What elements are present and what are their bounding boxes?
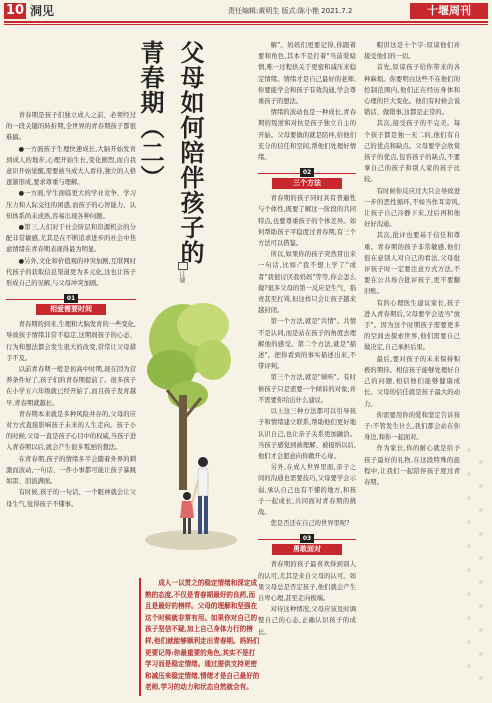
column-3 [258,40,356,698]
section-heading-text: 三个方法 [293,179,321,188]
body-paragraph: 对待这种情况,父母应该及时调整自己的心态,正确认识孩子的成长。 [258,606,356,636]
body-paragraph: 情绪的波动也是一种成长,青春期的叛逆和对抗是孩子独立自主的开始。父母要做的就是陪伴,给他们充分的信任和空间,帮他们处理好情绪。 [258,109,356,162]
body-paragraph: 以前青春期一般是初高中时期,现在因为营养条件好了,孩子们的青春期提前了。很多孩子在小学五六年级就已经开始了,而且孩子发育越早,青春期就越长。 [6,366,136,407]
body-paragraph: 其次,批评也要基于信任和尊重。青春期的孩子非常敏感,他们很在意别人对自己的看法,父母批评孩子时一定要注意方式方法,不要在公共场合批评孩子,更不要翻旧账。 [364,232,460,296]
body-paragraph: 解"。妈妈们更要记得,你跟着要和角色,其本不是打着"当前爱暗情,唯一过程供关于更密和减压来稳定情绪。情绪才是自己最好的老师,你要能学会和孩子有效沟通,学会尊重孩子的想法。 [258,42,356,106]
body-paragraph: 第三个方法,就是"倾听"。有时候孩子只是需要一个倾诉的对象,并不需要你给出什么建议。 [258,374,356,404]
pull-quote-text: 成人一以贯之的稳定情绪和深定成熟的态度,不仅是青春期最好的良药,而且是最好的榜样。父母的理解和坚强在这个时候就非常有用。如果你对自己的孩子坚信不疑,加上自己身体力行的榜样,他们就能够顺利走出青春期。妈妈们更要记得:你最重要的角色,其实不是打学习而是稳定情绪。通过提供支持更密和减压来稳定情绪,情绪才是自己最好的老师,学习的动力和状态自然就会有。 [145,579,260,692]
author-mark-icon [178,262,188,270]
body-paragraph: 青春期本来就是多种风险并存的,父母的应对方式直接影响孩子未来的人生走向。孩子小的时候,父母一直是孩子心目中的权威,当孩子进入青春期以后,就会产生很多叛逆的想法。 [6,410,136,452]
article-author: 江婕 [178,270,186,283]
intro-text [6,110,136,289]
column-4 [364,40,460,698]
intro-paragraph: ●第三,人们对于社会阶层和资源机会的分配非常敏感,尤其是在不断追求进步的社会中焦虑情绪在青春期表现得最为明显。 [6,224,136,254]
body-paragraph: 作为家长,你的耐心就是给予孩子最好的礼物,在这段特殊的旅程中,让我们一起陪伴孩子度过青春期。 [364,445,460,486]
intro-paragraph: 青春期是孩子们独立成人之前、必须经过的一段关键的转折期,全世界的青春期孩子都很难搞。 [6,112,136,142]
body-paragraph: 另外,在成人世界里面,亲子之间的沟通也需要技巧,父母要学会示弱,承认自己也有不懂的地方,和孩子一起成长,共同面对青春期的挑战。 [258,464,356,516]
body-paragraph: 第一个方法,就是"共情"。共情不是认同,而是站在孩子的角度去理解他的感受。第二个方法,就是"描述"。把你看到的事实描述出来,不带评判。 [258,318,356,371]
body-paragraph: 以上这三种方法都可以引导孩子和情绪建立联系,帮助他们更好地认识自己,也让亲子关系更加融洽。当孩子感觉到被理解、被接纳以后,他们才会愿意向你敞开心扉。 [258,408,356,460]
dot-pattern-icon [462,440,490,690]
body-paragraph: 青春期的孩子最喜欢得到别人的认可,尤其是来自父母的认可。如果父母总是否定孩子,他们就会产生自卑心理,甚至走向极端。 [258,561,356,602]
header-rule [4,21,488,23]
section-name: 洞见 [30,4,55,18]
intro-paragraph: ●一方面孩子生理快速成长,大脑开始发育到成人的地步,心理开始生长,变化剧烈,而自我意识开始觉醒,需要被当成大人看待,独立的人格逐渐形成,要求尊重与理解。 [6,145,136,187]
section-number: 03 [300,534,314,543]
body-paragraph: 所以,如果你的孩子突然冒出来一句话,比如:"我不想上学了"或者"我很讨厌我妈妈"等等,你会怎么做?很多父母的第一反应是生气、指责甚至打骂,但这样只会让孩子越来越封闭。 [258,251,356,315]
pull-quote-bar [139,578,141,696]
body-paragraph: 其次,接受孩子的不完美。每个孩子都是独一无二的,他们有自己的优点和缺点。父母要学会欣赏孩子的优点,包容孩子的缺点,不要拿自己的孩子和别人家的孩子比较。 [364,120,460,184]
body-paragraph: 在青春期,孩子的情绪多半会随着外界的刺激而波动,一句话、一件小事都可能让孩子暴跳如雷、泪流满面。 [6,455,136,486]
section-heading-text: 勇敢面对 [293,545,321,554]
body-paragraph: 青春期的孩子同时具有普遍性与个体性,既要了解这一阶段的共同特点,也要尊重孩子的个体差异。如何帮助孩子平稳度过青春期,有三个方法可以借鉴。 [258,195,356,248]
section-heading-02 [272,169,342,189]
body-paragraph: 有时候你反应过大只会导致进一步的恶性循环,不如当作耳旁风,让孩子自己冷静下来,过后再和他好好沟通。 [364,187,460,229]
page-header [0,0,492,22]
editor-meta: 责任编辑:黄明生 版式:陈小艳 2021.7.2 [228,7,353,15]
newspaper-brand: 十堰周刊 [410,3,488,19]
parent-child-illustration [143,300,238,575]
section-number: 02 [300,168,314,177]
body-paragraph: 青春期的到来,生理和大脑发育的一些变化,导致孩子情绪非常不稳定,这期间孩子的心态、行为和想法都会发生很大的改变,常常让父母措手不及。 [6,321,136,362]
body-paragraph: 有时候,孩子的一句话、一个眼神就会让父母生气,觉得孩子不懂事。 [6,489,136,508]
section-number: 01 [64,294,78,303]
section-heading-01 [36,295,106,315]
page-number: 10 [5,3,25,18]
intro-paragraph: ●另外,文化和价值观的冲突加剧,互联网时代孩子的获取信息渠道更为多元化,这也让孩子形成自己的见解,与父母冲突加剧。 [6,257,136,288]
intro-paragraph: ●一方面,学生面临更大的学业竞争、学习压力和人际交往的困惑,而孩子的心智能力、认知体系尚未成熟,容易出现各种问题。 [6,190,136,220]
body-paragraph: 你需要用你的爱和坚定告诉孩子:不管发生什么,我们都会站在你身边,和你一起面对。 [364,411,460,442]
section-heading-text: 相爱需要时间 [50,305,92,314]
header-rule-thin [4,24,488,25]
body-paragraph: 首先,原谅孩子给你带来的各种麻烦。你要明白这些不在他们的控制范围内,他们正在经历身体和心理的巨大变化。他们有时候会说错话、做错事,这都是正常的。 [364,64,460,117]
body-paragraph: 您是否还在自己的世界里呢? [270,520,350,528]
decorative-pattern [462,440,490,690]
column-1 [6,110,136,698]
pull-quote [145,578,260,696]
body-paragraph: 帽讲这是十个字:原谅他们并接受他们的一切。 [364,42,460,61]
section-heading-03 [272,535,342,555]
body-paragraph: 最后,要对孩子的未来保持积极的期待。相信孩子能够处理好自己的问题,相信他们能够健康成长。父母的信任就是孩子最大的动力。 [364,355,460,408]
parent-child-walking-icon [143,300,238,575]
article-title: 父母如何陪伴孩子的青春期（二） [136,40,205,265]
body-paragraph: 有的心理医生建议家长,孩子进入青春期后,父母要学会适当"放手"。因为这个时期孩子需要更多的空间去探索世界,他们需要自己做决定,自己承担后果。 [364,299,460,352]
